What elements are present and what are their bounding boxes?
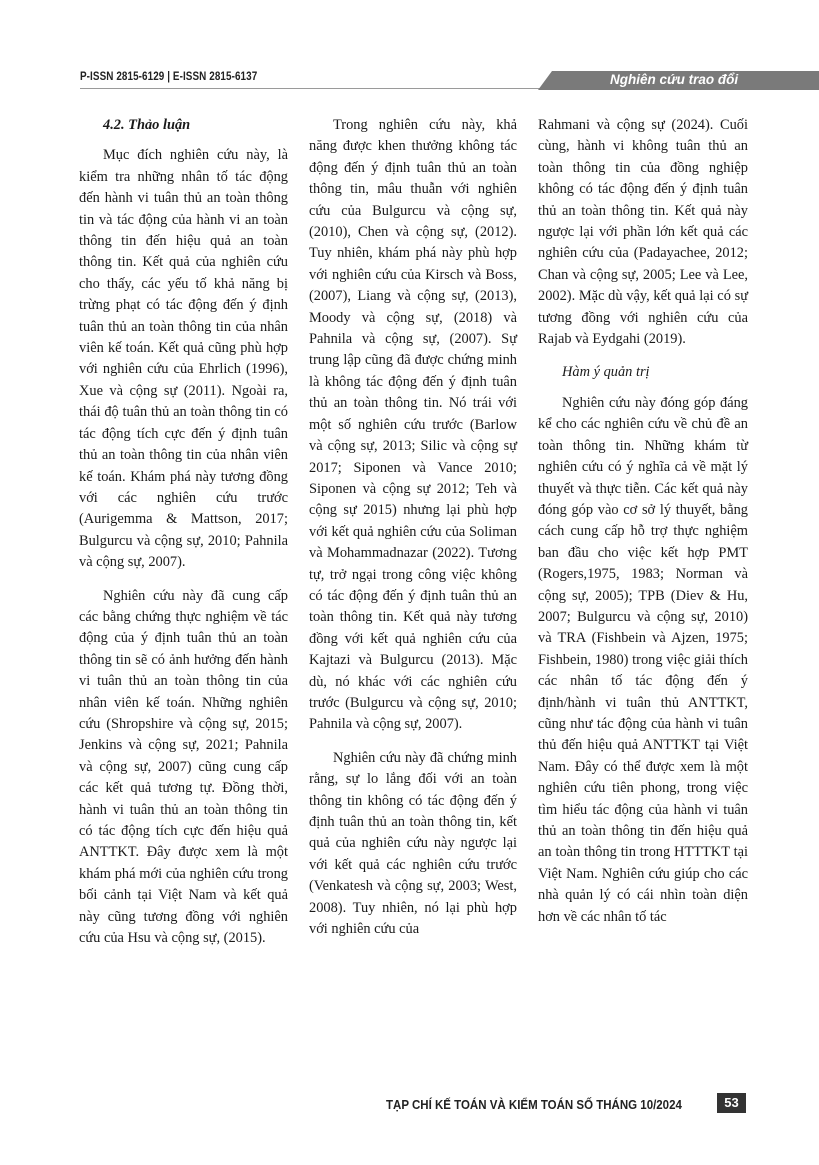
column-3 [538,115,748,940]
subsection-heading: Hàm ý quản trị [562,364,650,381]
page-number: 53 [717,1093,746,1113]
paragraph-continued: Rahmani và cộng sự (2024). Cuối cùng, hành vi không tuân thủ an toàn thông tin của đồng nghiệp không có tác động đến ý định tuân thủ an toàn thông tin. Kết quả này ngược lại với phần lớn kết quả các nghiên cứu của (Padayachee, 2012; Chan và cộng sự, 2005; Lee và Lee, 2002). Mặc dù vậy, kết quả lại có sự tương đồng với nghiên cứu của Rajab và Eydgahi (2019). [538,117,748,348]
header-divider [80,88,545,89]
paragraph: Trong nghiên cứu này, khả năng được khen thưởng không tác động đến ý định tuân thủ an toàn thông tin, mâu thuẫn với nghiên cứu của Bulgurcu và cộng sự, (2010), Chen và cộng sự, (2012). Tuy nhiên, khám phá này phù hợp với nghiên cứu của Kirsch và Boss, (2007), Liang và cộng sự, (2013), Moody và cộng sự, (2018) và Pahnila và cộng sự, (2007). Sự trung lập cũng đã được chứng minh là không tác động đến ý định tuân thủ an toàn thông tin. Nó trái với một số nghiên cứu trước (Barlow và cộng sự, 2013; Silic và cộng sự 2017; Siponen và Vance 2010; Siponen và cộng sự 2012; Teh và cộng sự 2015) nhưng lại phù hợp với kết quả nghiên cứu của Soliman và Mohammadnazar (2022). Tương tự, trở ngại trong công việc không có tác động đến ý định tuân thủ an toàn thông tin. Kết quả này tương đồng với kết quả nghiên cứu của Kajtazi và Bulgurcu (2013). Mặc dù, nó khác với các nghiên cứu trước (Bulgurcu và cộng sự, 2010; Pahnila và cộng sự, 2007). [309,117,517,733]
page-header [0,0,819,100]
issn-label: P-ISSN 2815-6129 | E-ISSN 2815-6137 [80,71,258,83]
paragraph: Nghiên cứu này đã chứng minh rằng, sự lo lắng đối với an toàn thông tin không có tác động đến ý định tuân thủ an toàn thông tin, kết quả của nghiên cứu này ngược lại với kết quả các nghiên cứu trước (Venkatesh và cộng sự, 2003; West, 2008). Tuy nhiên, nó lại phù hợp với nghiên cứu của [309,749,517,938]
column-2 [309,115,517,952]
section-title: Nghiên cứu trao đổi [610,72,739,87]
paragraph: Mục đích nghiên cứu này, là kiểm tra những nhân tố tác động đến hành vi tuân thủ an toàn thông tin và tác động của hành vi an toàn thông tin đến hiệu quả an toàn thông tin. Kết quả của nghiên cứu cho thấy, các yếu tố khả năng bị trừng phạt có tác động đến ý định tuân thủ an toàn thông tin của nhân viên kế toán. Kết quả cũng phù hợp với nghiên cứu của Ehrlich (1996), Xue và cộng sự (2011). Ngoài ra, thái độ tuân thủ an toàn thông tin có tác động tích cực đến ý định tuân thủ an toàn thông tin của nhân viên kế toán. Khám phá này tương đồng với các nghiên cứu trước (Aurigemma & Mattson, 2017; Bulgurcu và cộng sự, 2010; Pahnila và cộng sự, 2007). [79,147,288,571]
paragraph: Nghiên cứu này đóng góp đáng kể cho các nghiên cứu về chủ đề an toàn thông tin. Những khám từ nghiên cứu có ý nghĩa cả về mặt lý thuyết và thực tiễn. Các kết quả này đóng góp vào cơ sở lý thuyết, bằng cách cung cấp hỗ trợ thực nghiệm ban đầu cho việc kết hợp PMT (Rogers,1975, 1983; Norman và cộng sự, 2005); TPB (Diev & Hu, 2007; Bulgurcu và cộng sự, 2010) và TRA (Fishbein và Ajzen, 1975; Fishbein, 1980) trong việc giải thích các nhân tố tác động đến ý định/hành vi tuân thủ ANTTKT, cũng như tác động của hành vi tuân thủ đến hiệu quả ANTTKT tại Việt Nam. Đây có thể được xem là một nghiên cứu tiên phong, trong việc tìm hiểu tác động của hành vi tuân thủ an toàn thông tin đến hiệu quả an toàn thông tin trong HTTTKT tại Việt Nam. Nghiên cứu giúp cho các nhà quản lý có cái nhìn toàn diện hơn về các nhân tố tác [538,394,748,925]
paragraph: Nghiên cứu này đã cung cấp các bằng chứng thực nghiệm về tác động của ý định tuân thủ an toàn thông tin sẽ có ảnh hưởng đến hành vi tuân thủ an toàn thông tin của nhân viên kế toán. Những nghiên cứu (Shropshire và cộng sự, 2015; Jenkins và cộng sự, 2021; Pahnila và cộng sự, 2007) cũng cung cấp các kết quả tương tự. Đồng thời, hành vi tuân thủ an toàn thông tin có tác động tích cực đến hiệu quả ANTTKT. Đây được xem là một khám phá mới của nghiên cứu trong bối cảnh tại Việt Nam và kết quả này cũng tương đồng với nghiên cứu của Hsu và cộng sự, (2015). [79,587,288,947]
section-heading: 4.2. Thảo luận [103,117,191,133]
column-1 [79,115,288,961]
journal-footer: TẠP CHÍ KẾ TOÁN VÀ KIỂM TOÁN SỐ THÁNG 10/2024 [386,1098,682,1112]
